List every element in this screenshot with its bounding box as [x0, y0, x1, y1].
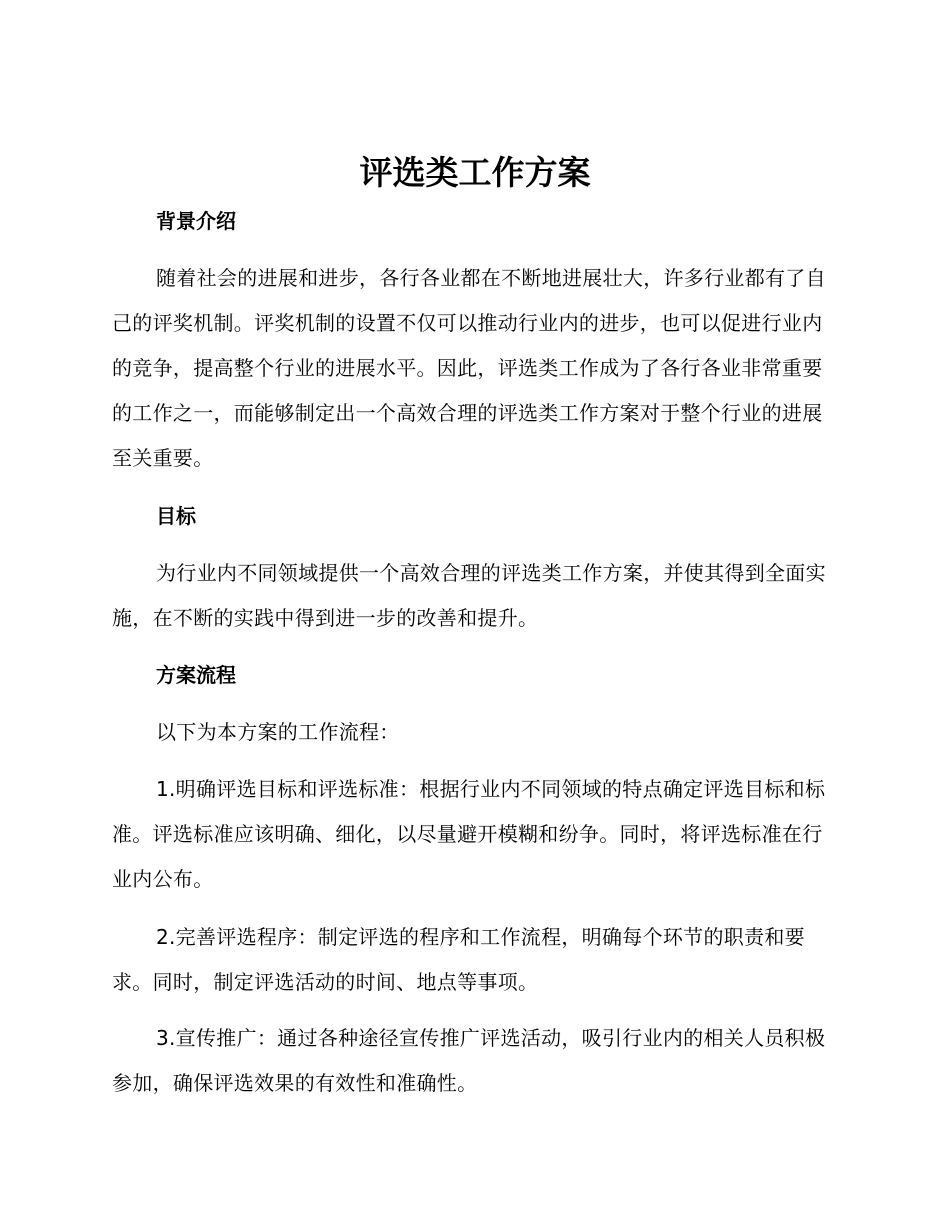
process-heading: 方案流程	[156, 663, 236, 687]
goal-paragraph: 为行业内不同领域提供一个高效合理的评选类工作方案，并使其得到全面实施，在不断的实践中得到进一步的改善和提升。	[112, 561, 826, 630]
goal-heading: 目标	[156, 504, 196, 528]
background-paragraph: 随着社会的进展和进步，各行各业都在不断地进展壮大，许多行业都有了自己的评奖机制。评奖机制的设置不仅可以推动行业内的进步，也可以促进行业内的竞争，提高整个行业的进展水平。因此，评选类工作成为了各行各业非常重要的工作之一，而能够制定出一个高效合理的评选类工作方案对于整个行业的进展至关重要。	[112, 266, 826, 470]
process-intro: 以下为本方案的工作流程：	[156, 720, 400, 744]
document-title: 评选类工作方案	[359, 153, 591, 192]
process-step-2: 2.完善评选程序：制定评选的程序和工作流程，明确每个环节的职责和要求。同时，制定评选活动的时间、地点等事项。	[112, 925, 805, 994]
background-heading: 背景介绍	[156, 209, 236, 233]
process-step-1: 1.明确评选目标和评选标准：根据行业内不同领域的特点确定评选目标和标准。评选标准应该明确、细化，以尽量避开模糊和纷争。同时，将评选标准在行业内公布。	[112, 777, 826, 891]
process-step-3: 3.宣传推广：通过各种途径宣传推广评选活动，吸引行业内的相关人员积极参加，确保评选效果的有效性和准确性。	[112, 1026, 826, 1095]
